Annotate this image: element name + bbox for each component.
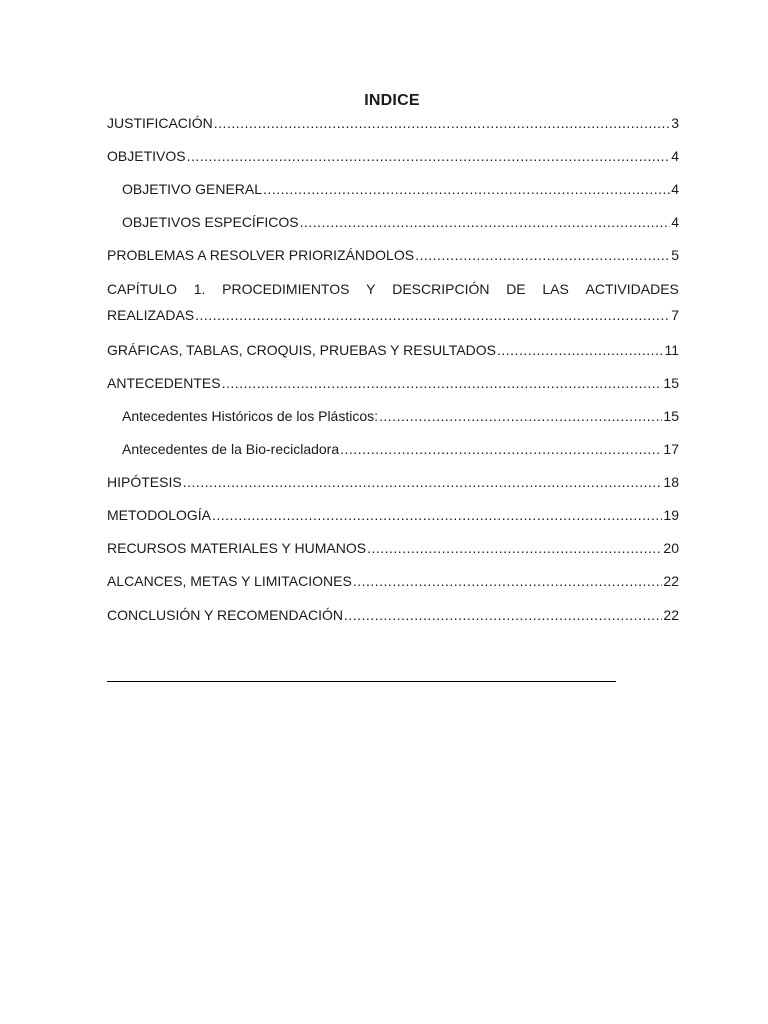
toc-entry-page: 17 — [663, 441, 679, 457]
toc-entry-page: 19 — [663, 507, 679, 523]
horizontal-rule — [107, 681, 616, 682]
toc-word: CAPÍTULO — [107, 281, 178, 297]
toc-entry-conclusion[interactable] — [107, 606, 679, 624]
toc-entry-label: RECURSOS MATERIALES Y HUMANOS — [107, 540, 367, 556]
toc-entry-page: 4 — [671, 181, 679, 197]
dot-leader — [183, 473, 663, 491]
dot-leader — [344, 606, 662, 624]
toc-entry-page: 7 — [671, 307, 679, 323]
toc-entry-bio-recicladora[interactable] — [122, 440, 679, 458]
toc-entry-hipotesis[interactable] — [107, 473, 679, 491]
toc-entry-label: JUSTIFICACIÓN — [107, 115, 213, 131]
dot-leader — [187, 147, 671, 165]
toc-entry-label: OBJETIVO GENERAL — [122, 181, 263, 197]
toc-entry-page: 15 — [663, 408, 679, 424]
toc-entry-metodologia[interactable] — [107, 506, 679, 524]
toc-word: 1. — [193, 281, 206, 297]
toc-entry-graficas[interactable] — [107, 341, 679, 359]
toc-word: Y — [366, 281, 376, 297]
toc-entry-capitulo-1-line-1[interactable] — [107, 280, 679, 298]
dot-leader — [497, 341, 663, 359]
dot-leader — [415, 246, 670, 264]
toc-entry-objetivo-general[interactable] — [122, 180, 679, 198]
toc-entry-label: METODOLOGÍA — [107, 507, 211, 523]
dot-leader — [300, 213, 671, 231]
toc-entry-label: ANTECEDENTES — [107, 375, 221, 391]
dot-leader — [353, 572, 663, 590]
page-title: INDICE — [364, 92, 420, 109]
dot-leader — [379, 407, 662, 425]
toc-entry-page: 20 — [663, 540, 679, 556]
toc-entry-recursos[interactable] — [107, 539, 679, 557]
dot-leader — [214, 114, 670, 132]
toc-entry-alcances[interactable] — [107, 572, 679, 590]
toc-entry-label: Antecedentes de la Bio-recicladora — [122, 441, 340, 457]
toc-word: PROCEDIMIENTOS — [222, 281, 350, 297]
toc-entry-label: OBJETIVOS ESPECÍFICOS — [122, 214, 299, 230]
toc-entry-label: REALIZADAS — [107, 307, 195, 323]
toc-entry-antecedentes[interactable] — [107, 374, 679, 392]
toc-entry-capitulo-1-line-2[interactable] — [107, 306, 679, 324]
toc-entry-label: PROBLEMAS A RESOLVER PRIORIZÁNDOLOS — [107, 247, 415, 263]
toc-entry-label: GRÁFICAS, TABLAS, CROQUIS, PRUEBAS Y RESULTADOS — [107, 342, 496, 358]
toc-entry-page: 4 — [671, 214, 679, 230]
dot-leader — [195, 306, 670, 324]
dot-leader — [212, 506, 662, 524]
toc-entry-objetivos[interactable] — [107, 147, 679, 165]
toc-entry-label: HIPÓTESIS — [107, 474, 182, 490]
dot-leader — [222, 374, 663, 392]
toc-word: DE — [506, 281, 526, 297]
toc-entry-problemas[interactable] — [107, 246, 679, 264]
toc-entry-objetivos-especificos[interactable] — [122, 213, 679, 231]
toc-entry-page: 3 — [671, 115, 679, 131]
toc-word: DESCRIPCIÓN — [392, 281, 490, 297]
toc-entry-antecedentes-historicos[interactable] — [122, 407, 679, 425]
toc-entry-justificacion[interactable] — [107, 114, 679, 132]
toc-entry-page: 15 — [663, 375, 679, 391]
toc-entry-label: Antecedentes Históricos de los Plásticos: — [122, 408, 379, 424]
toc-entry-label: ALCANCES, METAS Y LIMITACIONES — [107, 573, 352, 589]
dot-leader — [367, 539, 662, 557]
toc-entry-page: 5 — [671, 247, 679, 263]
toc-word: LAS — [542, 281, 569, 297]
toc-entry-page: 4 — [671, 148, 679, 164]
toc-entry-page: 22 — [663, 573, 679, 589]
dot-leader — [263, 180, 670, 198]
toc-word: ACTIVIDADES — [585, 281, 679, 297]
toc-entry-page: 11 — [664, 342, 679, 358]
dot-leader — [340, 440, 662, 458]
toc-entry-page: 22 — [663, 607, 679, 623]
toc-entry-page: 18 — [663, 474, 679, 490]
toc-entry-label: OBJETIVOS — [107, 148, 186, 164]
toc-entry-label: CONCLUSIÓN Y RECOMENDACIÓN — [107, 607, 343, 623]
